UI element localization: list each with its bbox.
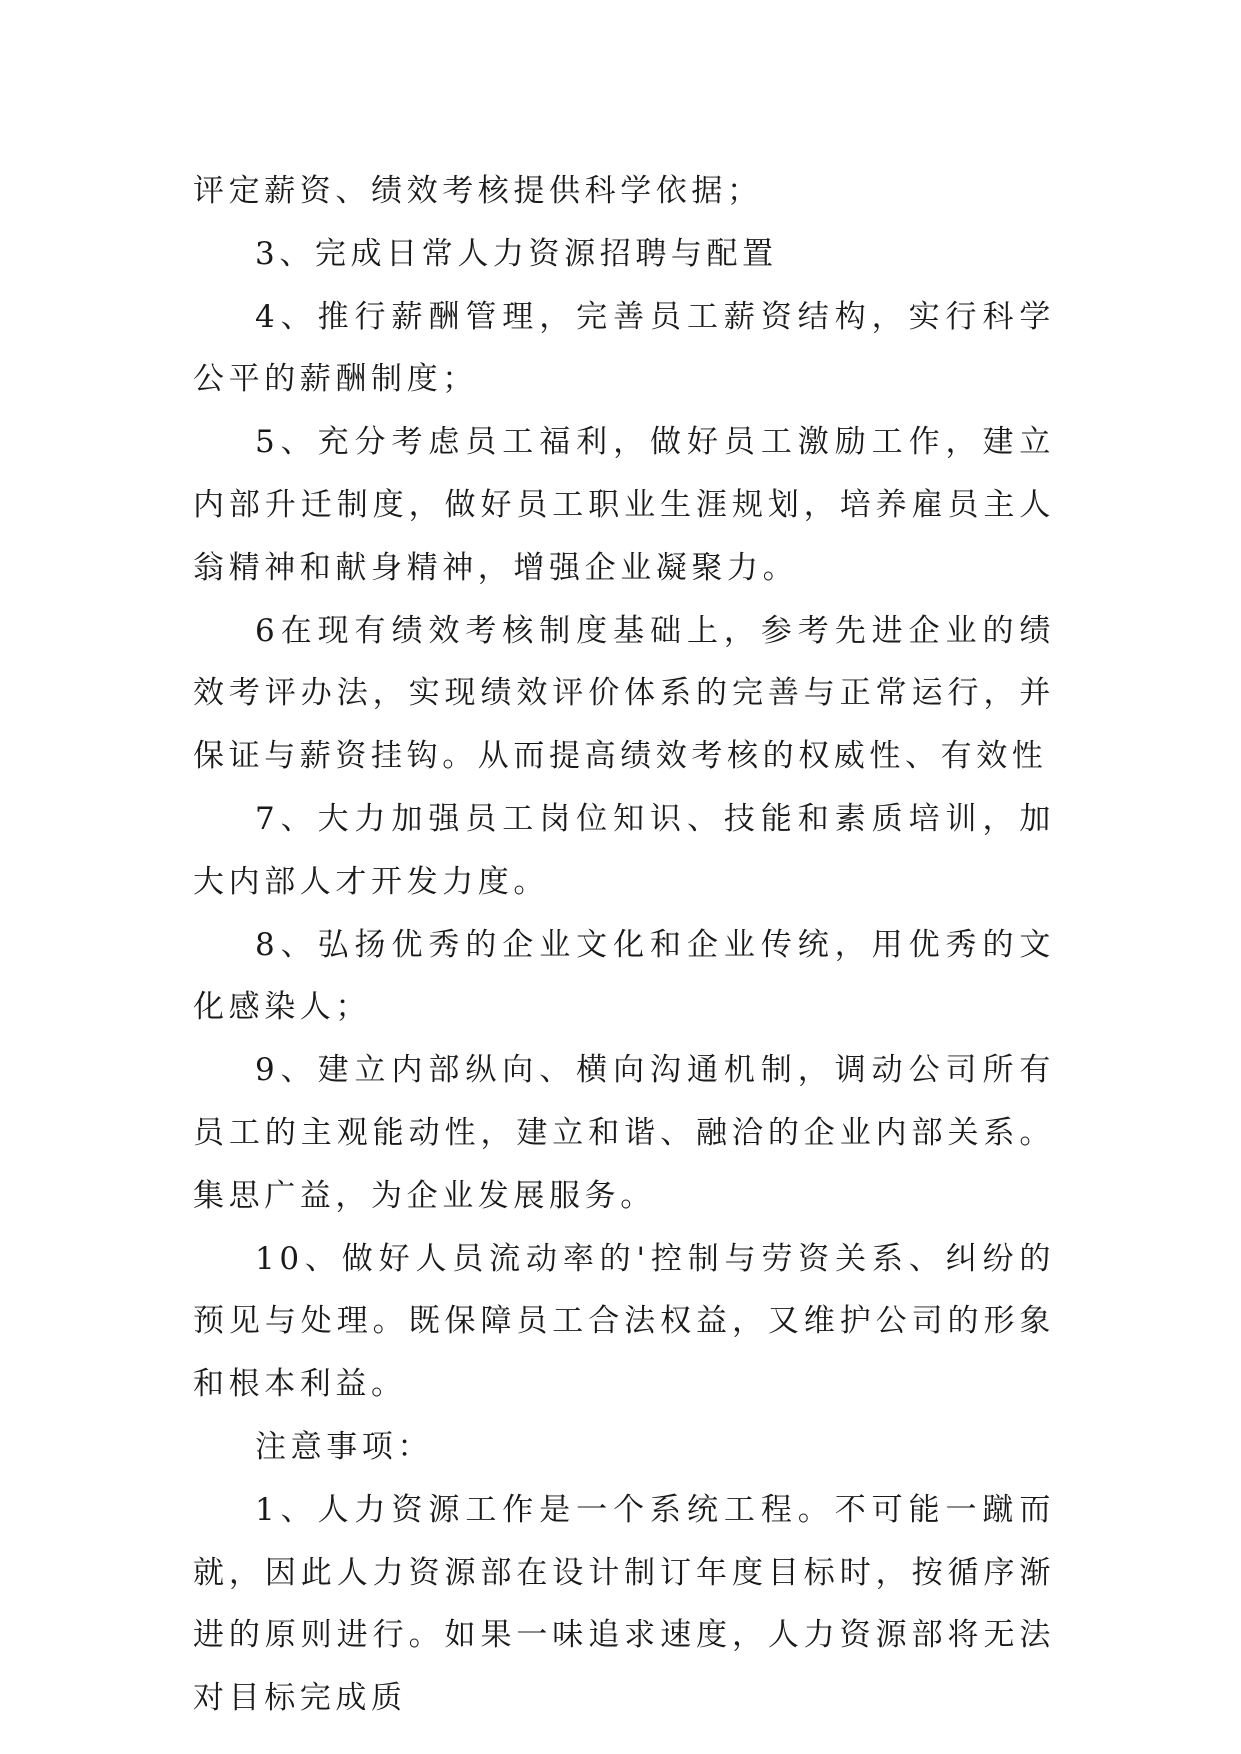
paragraph-item-6: 6在现有绩效考核制度基础上，参考先进企业的绩效考评办法，实现绩效评价体系的完善与正常运行，并保证与薪资挂钩。从而提高绩效考核的权威性、有效性 (193, 612, 1055, 775)
paragraph-item-8: 8、弘扬优秀的企业文化和企业传统，用优秀的文化感染人； (193, 926, 1055, 1026)
paragraph-item-3: 3、完成日常人力资源招聘与配置 (255, 235, 778, 272)
paragraph-item-9: 9、建立内部纵向、横向沟通机制，调动公司所有员工的主观能动性，建立和谐、融洽的企业内部关系。集思广益，为企业发展服务。 (193, 1052, 1055, 1214)
paragraph-continuation: 评定薪资、绩效考核提供科学依据； (193, 173, 763, 209)
paragraph-item-5: 5、充分考虑员工福利，做好员工激励工作，建立内部升迁制度，做好员工职业生涯规划，培养雇员主人翁精神和献身精神，增强企业凝聚力。 (193, 424, 1055, 586)
paragraph-item-4: 4、推行薪酬管理，完善员工薪资结构，实行科学公平的薪酬制度； (193, 298, 1055, 398)
paragraph-item-7: 7、大力加强员工岗位知识、技能和素质培训，加大内部人才开发力度。 (193, 800, 1055, 900)
paragraph-item-10: 10、做好人员流动率的'控制与劳资关系、纠纷的预见与处理。既保障员工合法权益，又维护公司的形象和根本利益。 (193, 1240, 1055, 1403)
notes-heading: 注意事项： (255, 1428, 433, 1465)
notes-item-1: 1、人力资源工作是一个系统工程。不可能一蹴而就，因此人力资源部在设计制订年度目标时，按循序渐进的原则进行。如果一味追求速度，人力资源部将无法对目标完成质 (193, 1491, 1055, 1717)
document-body (193, 160, 1055, 1730)
